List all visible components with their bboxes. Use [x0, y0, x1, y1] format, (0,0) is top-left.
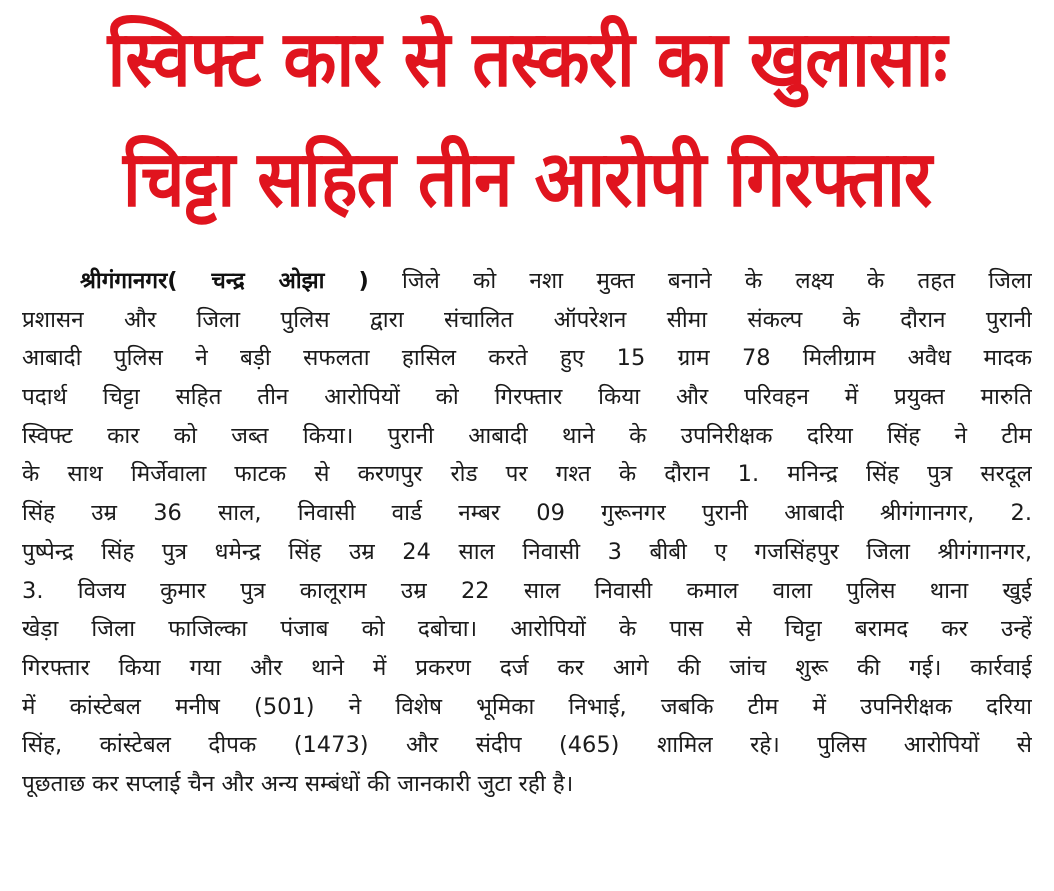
headline-line-2: चिट्टा सहित तीन आरोपी गिरफ्तार [122, 135, 932, 225]
article-line: 3. विजय कुमार पुत्र कालूराम उम्र 22 साल निवासी कमाल वाला पुलिस थाना खुई [22, 577, 1032, 604]
article-line: सिंह उम्र 36 साल, निवासी वार्ड नम्बर 09 गुरूनगर पुरानी आबादी श्रीगंगानगर, 2. [22, 500, 1032, 527]
headline-line-1: स्विफ्ट कार से तस्करी का खुलासाः [107, 15, 947, 105]
article-line [22, 262, 1032, 301]
article-line: पूछताछ कर सप्लाई चैन और अन्य सम्बंधों की जानकारी जुटा रही है। [22, 770, 574, 797]
dateline: श्रीगंगानगर( चन्द्र ओझा ) [80, 268, 369, 294]
article-line: पुष्पेन्द्र सिंह पुत्र धमेन्द्र सिंह उम्र 24 साल निवासी 3 बीबी ए गजसिंहपुर जिला श्रीगंगानगर, [22, 538, 1032, 565]
article-line-text: जिले को नशा मुक्त बनाने के लक्ष्य के तहत जिला [402, 268, 1032, 294]
article-line: प्रशासन और जिला पुलिस द्वारा संचालित ऑपरेशन सीमा संकल्प के दौरान पुरानी [22, 306, 1032, 333]
article-line: सिंह, कांस्टेबल दीपक (1473) और संदीप (465) शामिल रहे। पुलिस आरोपियों से [22, 732, 1032, 759]
article-line: पदार्थ चिट्टा सहित तीन आरोपियों को गिरफ्तार किया और परिवहन में प्रयुक्त मारुति [22, 384, 1032, 411]
article-line: में कांस्टेबल मनीष (501) ने विशेष भूमिका निभाई, जबकि टीम में उपनिरीक्षक दरिया [22, 693, 1032, 720]
article-line: गिरफ्तार किया गया और थाने में प्रकरण दर्ज कर आगे की जांच शुरू की गई। कार्रवाई [22, 654, 1032, 681]
article-line: के साथ मिर्जेवाला फाटक से करणपुर रोड पर गश्त के दौरान 1. मनिन्द्र सिंह पुत्र सरदूल [22, 461, 1032, 488]
article-line: स्विफ्ट कार को जब्त किया। पुरानी आबादी थाने के उपनिरीक्षक दरिया सिंह ने टीम [22, 422, 1032, 449]
article-line: आबादी पुलिस ने बड़ी सफलता हासिल करते हुए 15 ग्राम 78 मिलीग्राम अवैध मादक [22, 345, 1032, 372]
article-line: खेड़ा जिला फाजिल्का पंजाब को दबोचा। आरोपियों के पास से चिट्टा बरामद कर उन्हें [22, 616, 1032, 643]
article-body [22, 262, 1032, 804]
